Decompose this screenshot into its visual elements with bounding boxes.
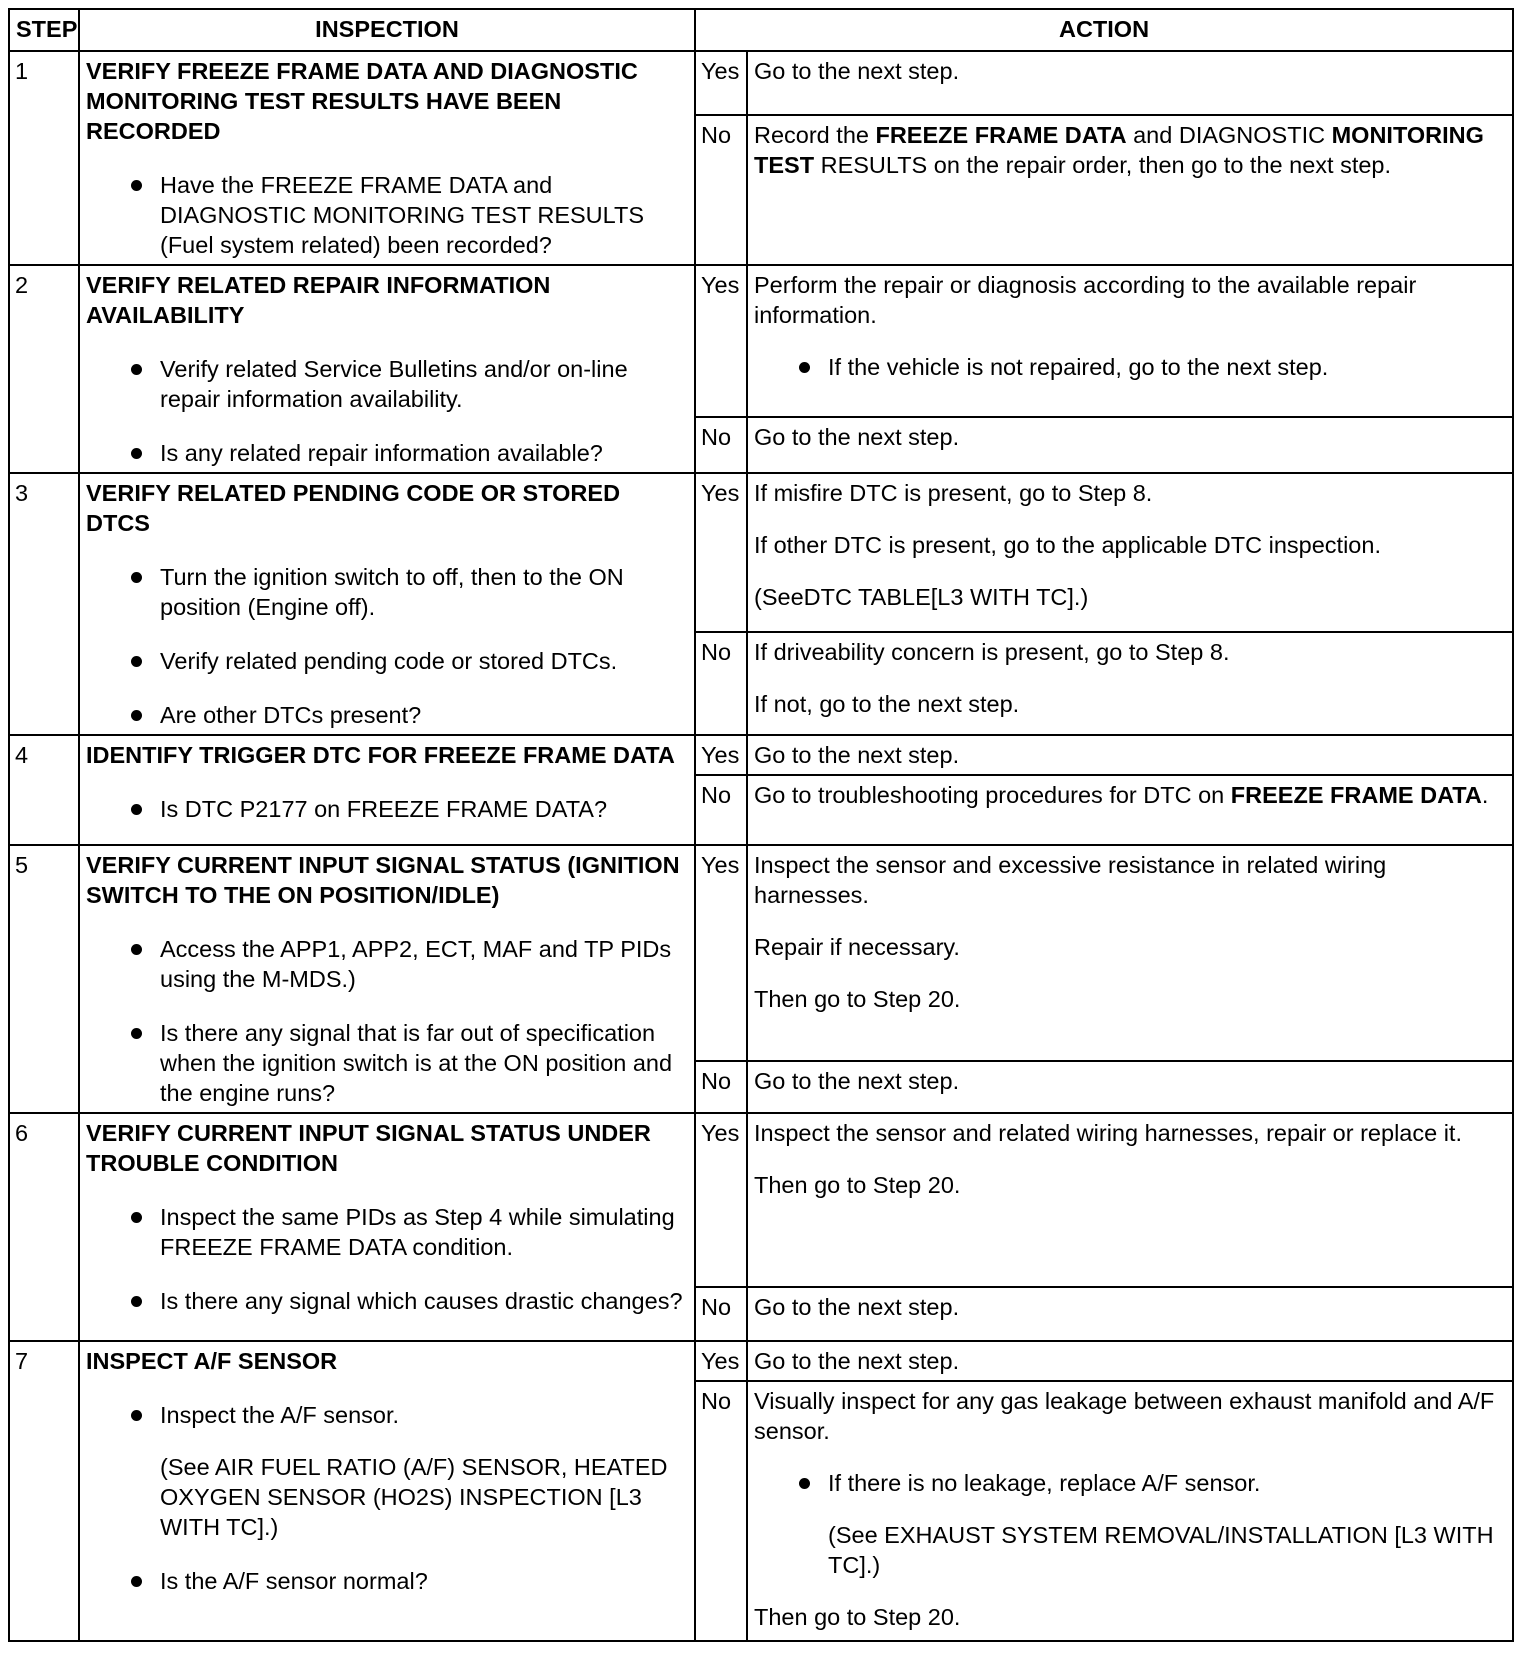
step-number: 5: [9, 845, 79, 1113]
no-label: No: [695, 417, 747, 473]
inspection-item: Is any related repair information available?: [86, 438, 688, 468]
action-bullet: If there is no leakage, replace A/F sensor. (See EXHAUST SYSTEM REMOVAL/INSTALLATION [L3 WITH TC].): [754, 1468, 1506, 1580]
inspection-item: Have the FREEZE FRAME DATA and DIAGNOSTIC MONITORING TEST RESULTS (Fuel system related) been recorded?: [86, 170, 688, 260]
yes-action: Go to the next step.: [747, 1341, 1513, 1381]
yes-action: Perform the repair or diagnosis according to the available repair information. If the vehicle is not repaired, go to the next step.: [747, 265, 1513, 417]
inspection-item: Are other DTCs present?: [86, 700, 688, 730]
inspection-cell: [79, 735, 695, 845]
inspection-item: Access the APP1, APP2, ECT, MAF and TP PIDs using the M-MDS.): [86, 934, 688, 994]
action-bullet: If the vehicle is not repaired, go to the next step.: [754, 352, 1506, 382]
bullet-icon: [131, 804, 142, 815]
inspection-title: IDENTIFY TRIGGER DTC FOR FREEZE FRAME DATA: [86, 742, 675, 768]
no-action: If driveability concern is present, go to Step 8. If not, go to the next step.: [747, 632, 1513, 735]
bullet-icon: [131, 448, 142, 459]
inspection-item: Verify related pending code or stored DTCs.: [86, 646, 688, 676]
step-6-yes-row: [9, 1113, 1513, 1287]
bullet-icon: [131, 656, 142, 667]
header-row: [9, 9, 1513, 51]
step-7-yes-row: [9, 1341, 1513, 1381]
no-label: No: [695, 115, 747, 265]
step-4-yes-row: [9, 735, 1513, 775]
bullet-icon: [131, 180, 142, 191]
yes-action: Inspect the sensor and excessive resistance in related wiring harnesses. Repair if necessary. Then go to Step 20.: [747, 845, 1513, 1061]
inspection-item: Inspect the A/F sensor. (See AIR FUEL RATIO (A/F) SENSOR, HEATED OXYGEN SENSOR (HO2S) INSPECTION [L3 WITH TC].): [86, 1400, 688, 1542]
inspection-list: [86, 170, 688, 260]
step-number: 1: [9, 51, 79, 265]
step-number: 6: [9, 1113, 79, 1341]
inspection-list: [86, 1400, 688, 1596]
inspection-title: VERIFY FREEZE FRAME DATA AND DIAGNOSTIC MONITORING TEST RESULTS HAVE BEEN RECORDED: [86, 58, 638, 144]
inspection-item: Is there any signal that is far out of specification when the ignition switch is at the ON position and the engine runs?: [86, 1018, 688, 1108]
inspection-list: [86, 1202, 688, 1316]
inspection-cell: [79, 473, 695, 735]
inspection-item: Is DTC P2177 on FREEZE FRAME DATA?: [86, 794, 688, 824]
inspection-item: Verify related Service Bulletins and/or on-line repair information availability.: [86, 354, 688, 414]
yes-label: Yes: [695, 51, 747, 115]
inspection-list: [86, 794, 688, 824]
no-action: Visually inspect for any gas leakage between exhaust manifold and A/F sensor. If there is no leakage, replace A/F sensor. (See EXHAUST SYSTEM REMOVAL/INSTALLATION [L3 WITH TC].) Then go to Step 20.: [747, 1381, 1513, 1641]
no-label: No: [695, 1381, 747, 1641]
inspection-item: Is there any signal which causes drastic changes?: [86, 1286, 688, 1316]
inspection-title: VERIFY RELATED PENDING CODE OR STORED DTCS: [86, 480, 621, 536]
yes-label: Yes: [695, 1113, 747, 1287]
inspection-title: VERIFY RELATED REPAIR INFORMATION AVAILABILITY: [86, 272, 551, 328]
inspection-list: [86, 562, 688, 730]
bullet-icon: [799, 362, 810, 373]
inspection-cell: [79, 1113, 695, 1341]
inspection-cell: [79, 51, 695, 265]
header-inspection: INSPECTION: [79, 9, 695, 51]
inspection-reference: (See AIR FUEL RATIO (A/F) SENSOR, HEATED OXYGEN SENSOR (HO2S) INSPECTION [L3 WITH TC].): [160, 1454, 668, 1540]
header-action: ACTION: [695, 9, 1513, 51]
step-number: 4: [9, 735, 79, 845]
header-step: STEP: [9, 9, 79, 51]
inspection-list: [86, 934, 688, 1108]
yes-label: Yes: [695, 265, 747, 417]
step-2-yes-row: [9, 265, 1513, 417]
step-1-yes-row: [9, 51, 1513, 115]
inspection-cell: [79, 265, 695, 473]
diagnostic-procedure-table: [8, 8, 1514, 1642]
yes-label: Yes: [695, 845, 747, 1061]
step-number: 7: [9, 1341, 79, 1641]
inspection-title: INSPECT A/F SENSOR: [86, 1348, 338, 1374]
step-number: 2: [9, 265, 79, 473]
bullet-icon: [131, 710, 142, 721]
yes-action: If misfire DTC is present, go to Step 8. If other DTC is present, go to the applicable DTC inspection. (SeeDTC TABLE[L3 WITH TC].): [747, 473, 1513, 632]
yes-action: Inspect the sensor and related wiring harnesses, repair or replace it. Then go to Step 20.: [747, 1113, 1513, 1287]
step-3-yes-row: [9, 473, 1513, 632]
bullet-icon: [131, 944, 142, 955]
no-action: Record the FREEZE FRAME DATA and DIAGNOSTIC MONITORING TEST RESULTS on the repair order, then go to the next step.: [747, 115, 1513, 265]
no-label: No: [695, 775, 747, 845]
yes-label: Yes: [695, 473, 747, 632]
inspection-item: Turn the ignition switch to off, then to the ON position (Engine off).: [86, 562, 688, 622]
bullet-icon: [131, 572, 142, 583]
bullet-icon: [131, 364, 142, 375]
bullet-icon: [131, 1296, 142, 1307]
step-number: 3: [9, 473, 79, 735]
inspection-list: [86, 354, 688, 468]
yes-label: Yes: [695, 735, 747, 775]
no-label: No: [695, 1061, 747, 1113]
no-label: No: [695, 1287, 747, 1341]
no-action: Go to troubleshooting procedures for DTC on FREEZE FRAME DATA.: [747, 775, 1513, 845]
step-5-yes-row: [9, 845, 1513, 1061]
no-action: Go to the next step.: [747, 1061, 1513, 1113]
bullet-icon: [131, 1212, 142, 1223]
bullet-icon: [131, 1028, 142, 1039]
no-action: Go to the next step.: [747, 417, 1513, 473]
bullet-icon: [799, 1478, 810, 1489]
inspection-cell: [79, 1341, 695, 1641]
inspection-title: VERIFY CURRENT INPUT SIGNAL STATUS UNDER TROUBLE CONDITION: [86, 1120, 651, 1176]
yes-action: Go to the next step.: [747, 51, 1513, 115]
action-reference: (See EXHAUST SYSTEM REMOVAL/INSTALLATION [L3 WITH TC].): [828, 1522, 1494, 1578]
inspection-cell: [79, 845, 695, 1113]
no-action: Go to the next step.: [747, 1287, 1513, 1341]
yes-action: Go to the next step.: [747, 735, 1513, 775]
inspection-item: Is the A/F sensor normal?: [86, 1566, 688, 1596]
yes-label: Yes: [695, 1341, 747, 1381]
no-label: No: [695, 632, 747, 735]
inspection-item: Inspect the same PIDs as Step 4 while simulating FREEZE FRAME DATA condition.: [86, 1202, 688, 1262]
inspection-title: VERIFY CURRENT INPUT SIGNAL STATUS (IGNITION SWITCH TO THE ON POSITION/IDLE): [86, 852, 680, 908]
bullet-icon: [131, 1576, 142, 1587]
bullet-icon: [131, 1410, 142, 1421]
